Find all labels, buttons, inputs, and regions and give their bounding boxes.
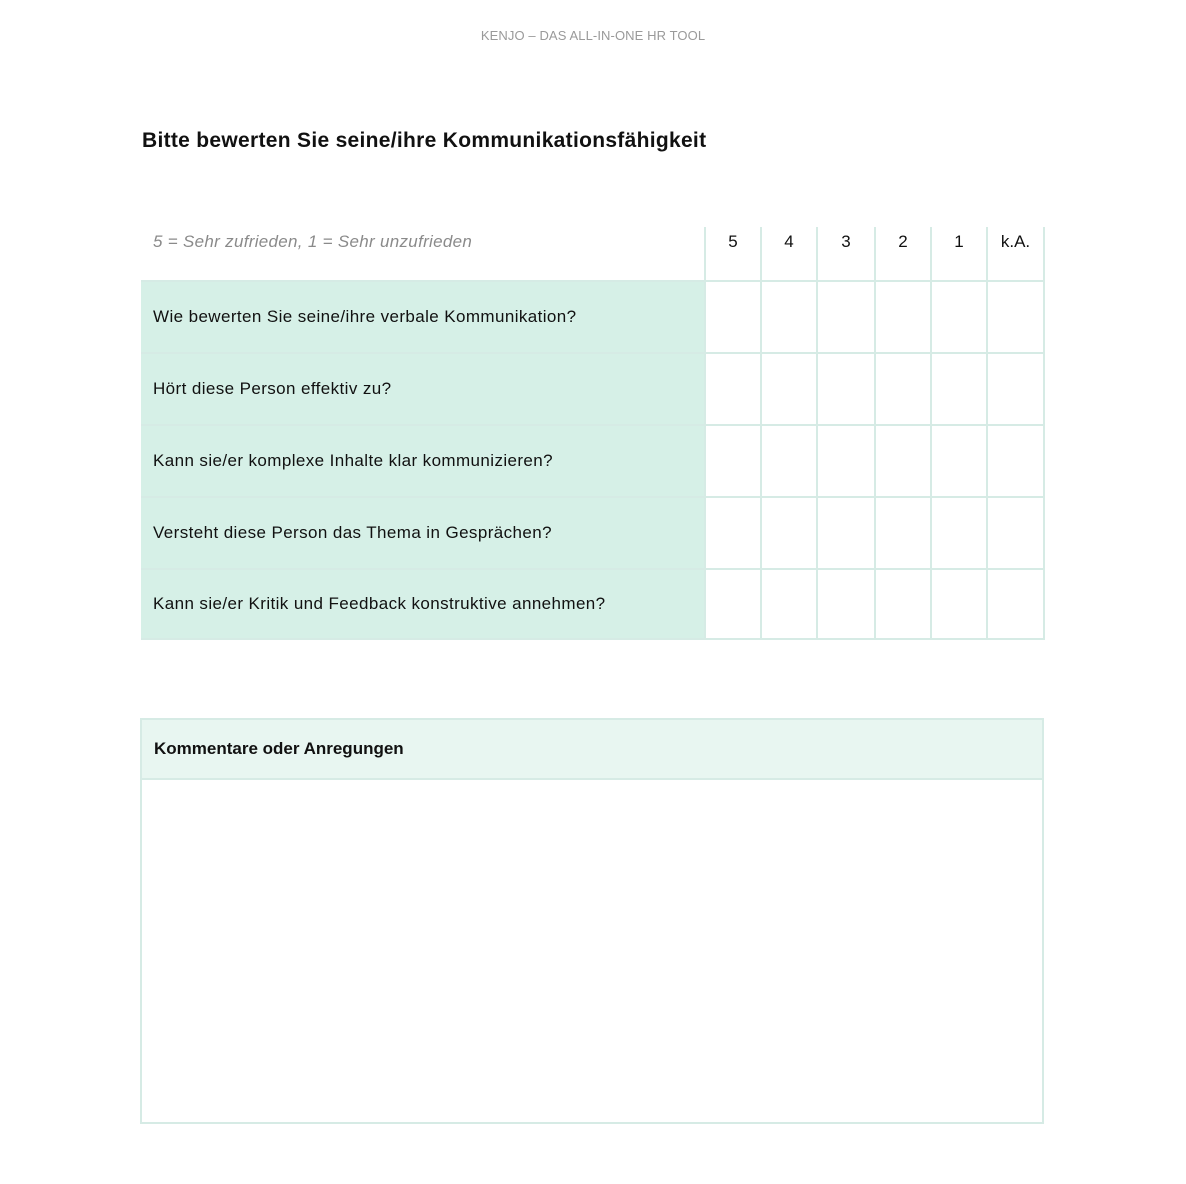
score-header-2: 2 — [875, 227, 931, 281]
answer-cell-1[interactable] — [931, 353, 987, 425]
rating-header-row — [141, 227, 1044, 281]
comments-box — [140, 718, 1044, 1124]
section-title: Bitte bewerten Sie seine/ihre Kommunikationsfähigkeit — [142, 129, 707, 152]
score-header-5: 5 — [705, 227, 761, 281]
answer-cell-4[interactable] — [761, 497, 817, 569]
score-header-4: 4 — [761, 227, 817, 281]
comments-input[interactable] — [142, 780, 1042, 1120]
answer-cell-3[interactable] — [817, 569, 875, 639]
answer-cell-2[interactable] — [875, 353, 931, 425]
score-header-na: k.A. — [987, 227, 1044, 281]
answer-cell-na[interactable] — [987, 425, 1044, 497]
question-row — [141, 425, 1044, 497]
answer-cell-2[interactable] — [875, 281, 931, 353]
answer-cell-5[interactable] — [705, 425, 761, 497]
answer-cell-3[interactable] — [817, 497, 875, 569]
answer-cell-2[interactable] — [875, 425, 931, 497]
question-label: Versteht diese Person das Thema in Gesprächen? — [141, 497, 705, 569]
question-label: Kann sie/er komplexe Inhalte klar kommunizieren? — [141, 425, 705, 497]
answer-cell-3[interactable] — [817, 353, 875, 425]
document-header: KENJO – DAS ALL-IN-ONE HR TOOL — [480, 28, 706, 43]
answer-cell-1[interactable] — [931, 497, 987, 569]
question-row — [141, 497, 1044, 569]
question-label: Hört diese Person effektiv zu? — [141, 353, 705, 425]
scale-legend: 5 = Sehr zufrieden, 1 = Sehr unzufrieden — [141, 227, 705, 281]
comments-title: Kommentare oder Anregungen — [142, 720, 1042, 780]
answer-cell-na[interactable] — [987, 569, 1044, 639]
answer-cell-5[interactable] — [705, 569, 761, 639]
answer-cell-4[interactable] — [761, 569, 817, 639]
answer-cell-1[interactable] — [931, 569, 987, 639]
answer-cell-1[interactable] — [931, 281, 987, 353]
answer-cell-4[interactable] — [761, 425, 817, 497]
score-header-1: 1 — [931, 227, 987, 281]
answer-cell-1[interactable] — [931, 425, 987, 497]
question-row — [141, 569, 1044, 639]
answer-cell-4[interactable] — [761, 281, 817, 353]
answer-cell-5[interactable] — [705, 497, 761, 569]
answer-cell-na[interactable] — [987, 353, 1044, 425]
rating-table — [141, 227, 1045, 640]
score-header-3: 3 — [817, 227, 875, 281]
answer-cell-5[interactable] — [705, 281, 761, 353]
question-row — [141, 281, 1044, 353]
answer-cell-na[interactable] — [987, 497, 1044, 569]
answer-cell-2[interactable] — [875, 497, 931, 569]
answer-cell-3[interactable] — [817, 425, 875, 497]
answer-cell-na[interactable] — [987, 281, 1044, 353]
answer-cell-2[interactable] — [875, 569, 931, 639]
question-row — [141, 353, 1044, 425]
answer-cell-4[interactable] — [761, 353, 817, 425]
answer-cell-3[interactable] — [817, 281, 875, 353]
answer-cell-5[interactable] — [705, 353, 761, 425]
question-label: Wie bewerten Sie seine/ihre verbale Kommunikation? — [141, 281, 705, 353]
question-label: Kann sie/er Kritik und Feedback konstruktive annehmen? — [141, 569, 705, 639]
